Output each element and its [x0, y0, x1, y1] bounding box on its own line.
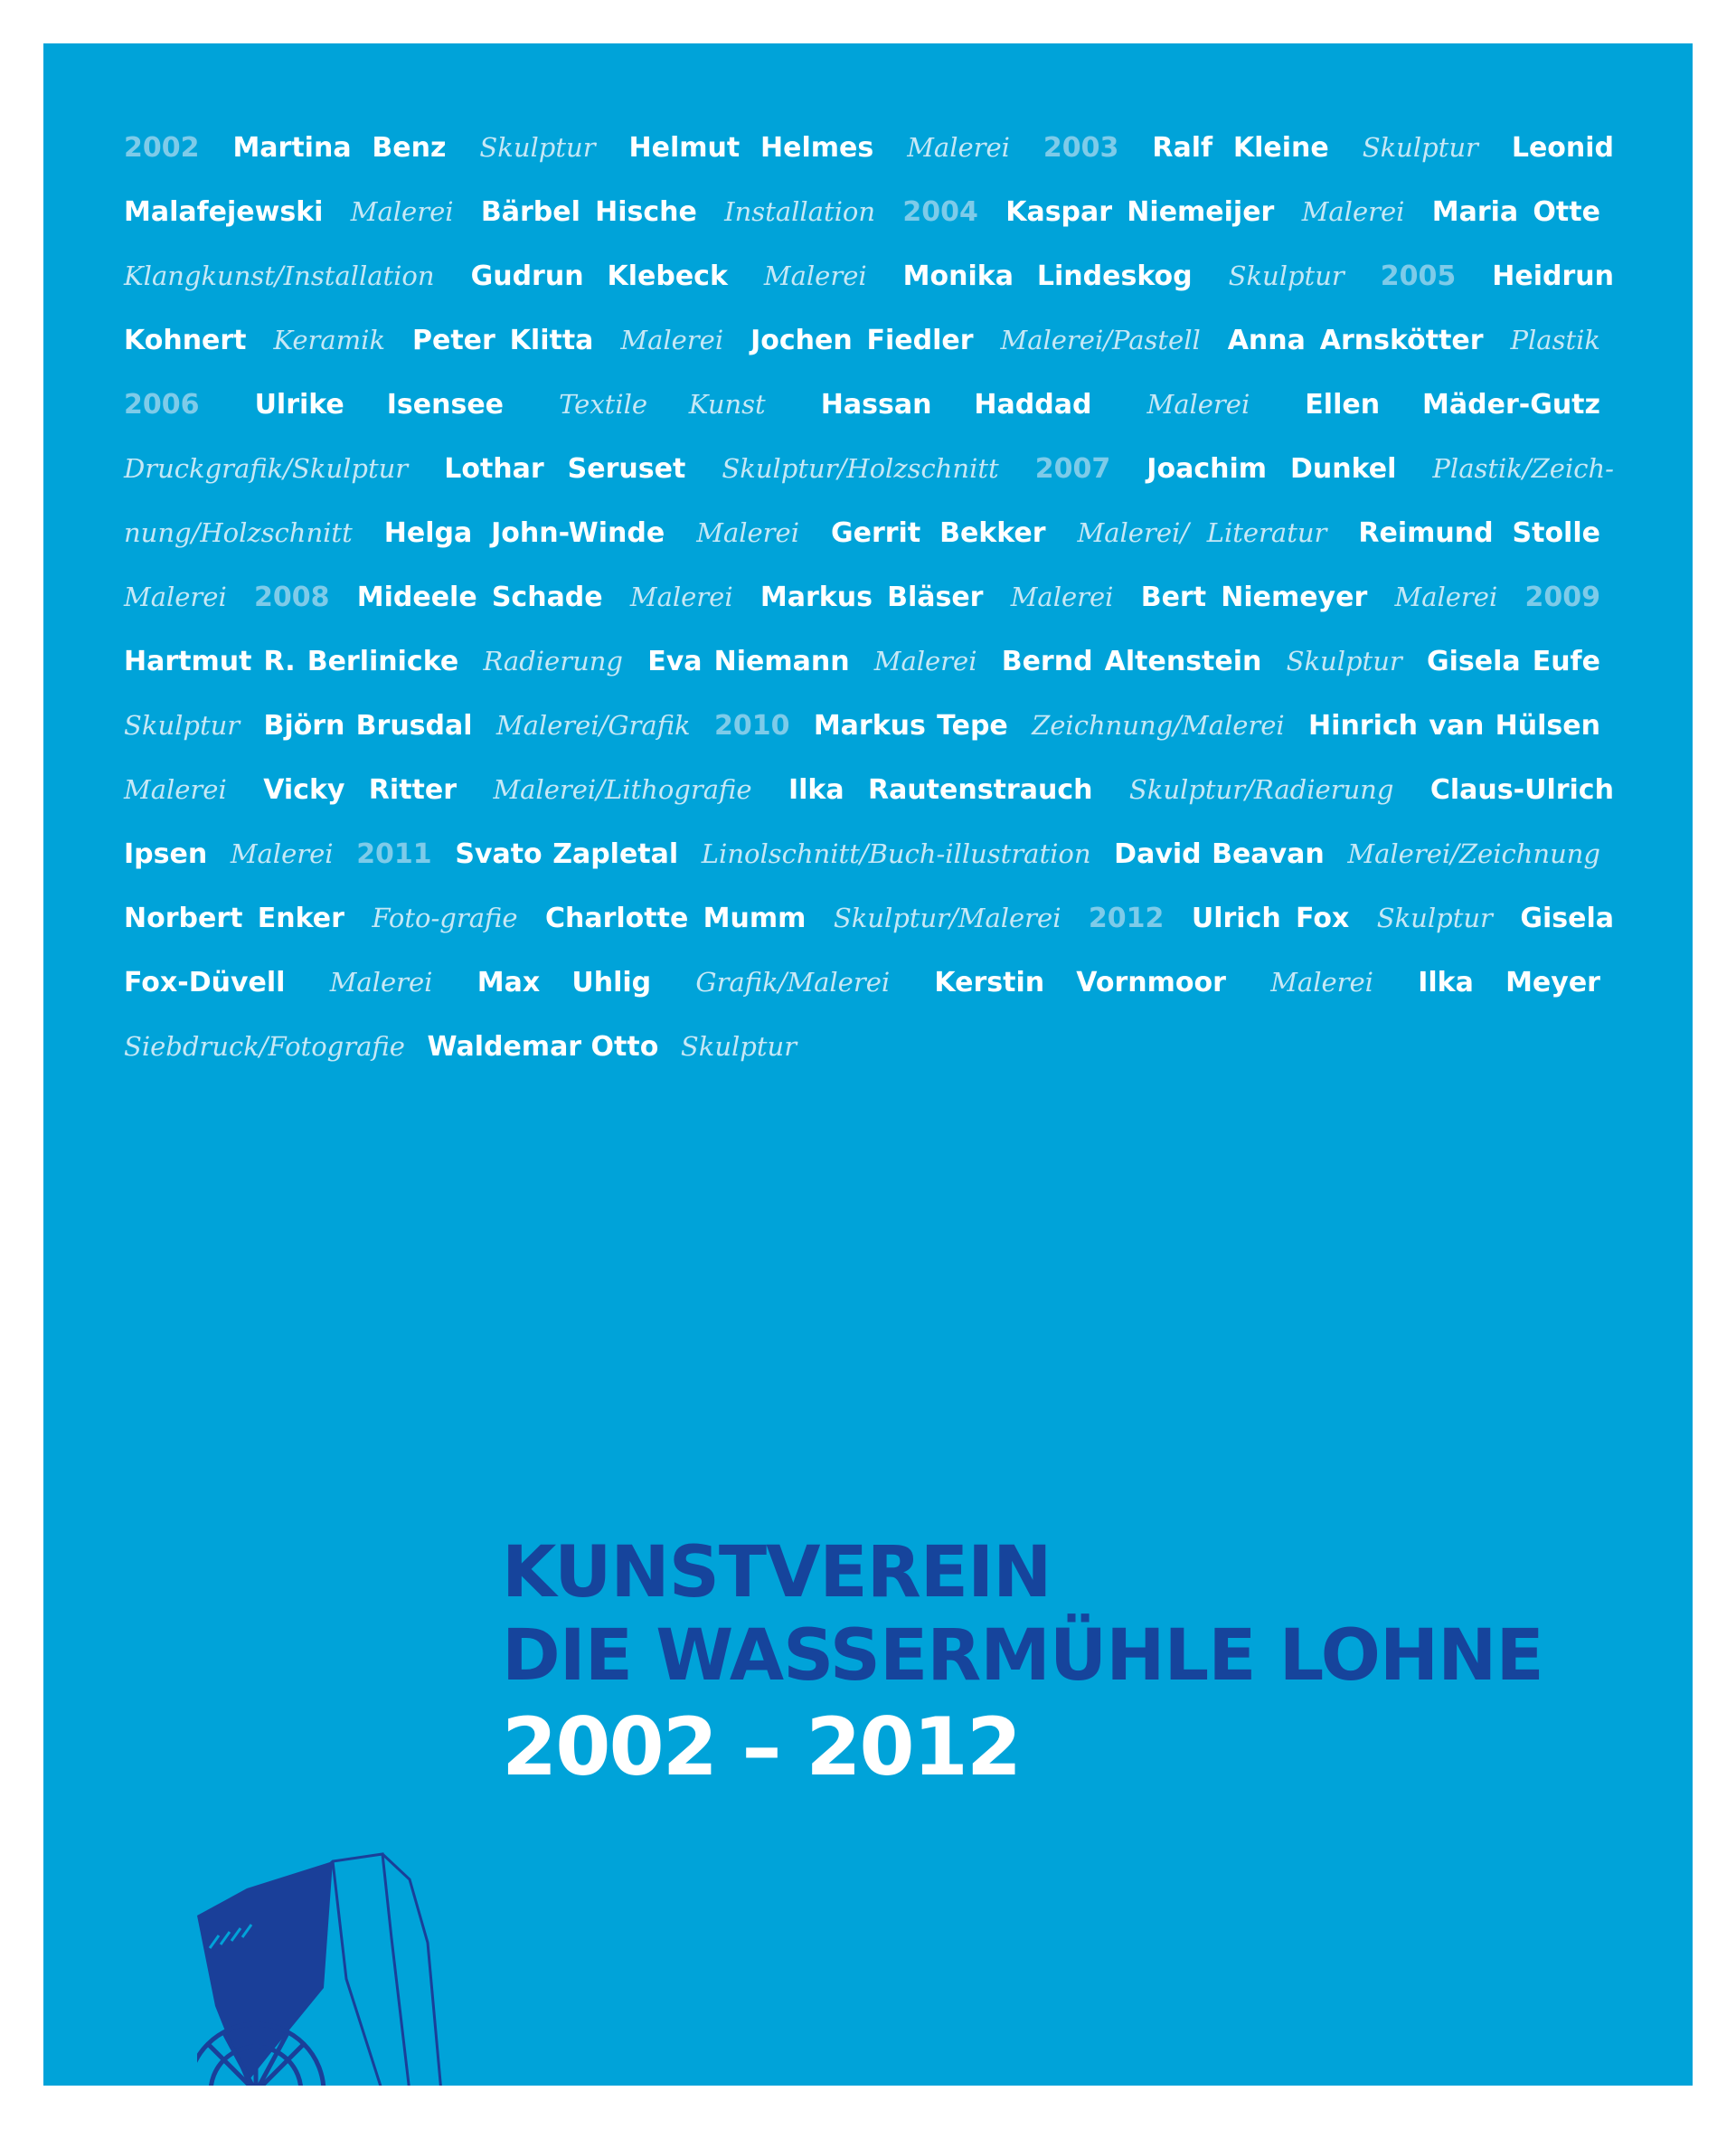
artist-name: Mideele Schade — [356, 582, 603, 613]
discipline-label: Malerei — [1010, 582, 1114, 612]
discipline-label: Malerei — [620, 325, 724, 355]
artist-name: Gudrun Klebeck — [470, 260, 728, 292]
artist-name: Eva Niemann — [647, 646, 850, 677]
title-line-1: KUNSTVEREIN — [502, 1532, 1052, 1613]
artist-name: Helmut Helmes — [628, 132, 874, 164]
artist-name: Bernd Altenstein — [1001, 646, 1262, 677]
discipline-label: Malerei/Zeichnung — [1347, 838, 1600, 869]
year-label: 2008 — [253, 582, 330, 613]
discipline-label: Keramik — [273, 325, 386, 355]
discipline-label: Malerei/Pastell — [1000, 325, 1201, 355]
artist-name: Hinrich van Hülsen — [1308, 710, 1600, 742]
artist-name: Bert Niemeyer — [1140, 582, 1368, 613]
artist-name: Martina Benz — [232, 132, 447, 164]
discipline-label: Skulptur/Holzschnitt — [722, 453, 999, 484]
artist-name: Ilka Meyer — [1418, 967, 1600, 998]
discipline-label: Installation — [724, 196, 876, 227]
year-label: 2011 — [356, 838, 432, 870]
artist-name: Heidrun Kohnert — [124, 260, 1614, 356]
artist-name: Norbert Enker — [124, 903, 344, 934]
artist-name: Hassan Haddad — [820, 389, 1092, 421]
artist-name: Jochen Fiedler — [750, 325, 974, 356]
discipline-label: Foto-grafie — [372, 903, 518, 933]
artist-name: Joachim Dunkel — [1146, 453, 1397, 485]
artist-name: Charlotte Mumm — [544, 903, 807, 934]
discipline-label: Skulptur/Malerei — [833, 903, 1061, 933]
discipline-label: Skulptur — [1376, 903, 1493, 933]
artist-name: Ilka Rautenstrauch — [788, 774, 1093, 806]
discipline-label: Siebdruck/Fotografie — [124, 1031, 405, 1062]
artist-name: Gisela Fox-Düvell — [124, 903, 1614, 998]
artist-name: David Beavan — [1114, 838, 1325, 870]
discipline-label: Zeichnung/Malerei — [1032, 710, 1285, 741]
discipline-label: Radierung — [483, 646, 623, 677]
title-line-2: DIE WASSERMÜHLE LOHNE — [502, 1615, 1543, 1697]
artist-name: Svato Zapletal — [455, 838, 679, 870]
year-label: 2006 — [124, 389, 200, 421]
artist-name: Max Uhlig — [476, 967, 652, 998]
watermill-icon — [197, 1780, 559, 2086]
discipline-label: Malerei/ Literatur — [1077, 517, 1327, 548]
artist-name: Claus-Ulrich Ipsen — [124, 774, 1614, 870]
discipline-label: Malerei — [230, 838, 334, 869]
artist-name: Gerrit Bekker — [830, 517, 1046, 549]
artist-name: Kerstin Vornmoor — [934, 967, 1226, 998]
artist-name: Waldemar Otto — [427, 1031, 659, 1063]
discipline-label: Malerei — [350, 196, 454, 227]
discipline-label: Malerei — [329, 967, 433, 998]
discipline-label: Malerei — [1394, 582, 1498, 612]
discipline-label: Malerei — [696, 517, 799, 548]
artist-name: Anna Arnskötter — [1227, 325, 1484, 356]
discipline-label: Skulptur — [1362, 132, 1478, 163]
artist-name: Björn Brusdal — [263, 710, 473, 742]
discipline-label: Skulptur — [1286, 646, 1402, 677]
discipline-label: Skulptur — [680, 1031, 797, 1062]
title-years: 2002 – 2012 — [502, 1700, 1021, 1793]
artist-name: Markus Bläser — [760, 582, 984, 613]
year-label: 2007 — [1034, 453, 1111, 485]
year-label: 2002 — [124, 132, 200, 164]
year-label: 2010 — [713, 710, 790, 742]
artist-list — [124, 116, 1614, 1079]
artist-name: Gisela Eufe — [1426, 646, 1600, 677]
discipline-label: Plastik — [1510, 325, 1600, 355]
discipline-label: Linolschnitt/Buch-illustration — [701, 838, 1091, 869]
artist-name: Maria Otte — [1431, 196, 1600, 228]
discipline-label: Skulptur/Radierung — [1128, 774, 1394, 805]
artist-name: Kaspar Niemeijer — [1005, 196, 1275, 228]
artist-name: Peter Klitta — [412, 325, 594, 356]
discipline-label: Skulptur — [479, 132, 596, 163]
year-label: 2009 — [1524, 582, 1600, 613]
artist-name: Lothar Seruset — [444, 453, 686, 485]
artist-name: Hartmut R. Berlinicke — [124, 646, 459, 677]
discipline-label: Textile Kunst — [559, 389, 766, 420]
year-label: 2003 — [1043, 132, 1119, 164]
book-cover — [43, 43, 1693, 2086]
discipline-label: Malerei — [124, 774, 227, 805]
title-block — [502, 1531, 1543, 1797]
discipline-label: Skulptur — [124, 710, 241, 741]
discipline-label: Malerei/Lithografie — [493, 774, 752, 805]
artist-name: Ellen Mäder-Gutz — [1305, 389, 1600, 421]
artist-name: Monika Lindeskog — [902, 260, 1193, 292]
artist-name: Ralf Kleine — [1152, 132, 1329, 164]
artist-name: Bärbel Hische — [480, 196, 697, 228]
discipline-label: Grafik/Malerei — [695, 967, 891, 998]
discipline-label: Druckgrafik/Skulptur — [124, 453, 409, 484]
artist-name: Leonid Malafejewski — [124, 132, 1615, 228]
artist-name: Markus Tepe — [813, 710, 1008, 742]
artist-name: Reimund Stolle — [1358, 517, 1600, 549]
discipline-label: Malerei — [629, 582, 733, 612]
discipline-label: Malerei — [1301, 196, 1405, 227]
year-label: 2005 — [1380, 260, 1457, 292]
artist-name: Ulrike Isensee — [254, 389, 505, 421]
discipline-label: Malerei — [1270, 967, 1373, 998]
artist-name: Helga John-Winde — [383, 517, 665, 549]
discipline-label: Malerei — [873, 646, 977, 677]
discipline-label: Malerei/Grafik — [495, 710, 691, 741]
artist-name: Vicky Ritter — [263, 774, 458, 806]
year-label: 2004 — [902, 196, 978, 228]
discipline-label: Klangkunst/Installation — [124, 260, 435, 291]
discipline-label: Malerei — [1146, 389, 1250, 420]
discipline-label: Malerei — [907, 132, 1010, 163]
discipline-label: Malerei — [763, 260, 867, 291]
discipline-label: Malerei — [124, 582, 227, 612]
discipline-label: Plastik/Zeich-nung/Holzschnitt — [124, 453, 1614, 548]
artist-name: Ulrich Fox — [1191, 903, 1350, 934]
year-label: 2012 — [1088, 903, 1165, 934]
discipline-label: Skulptur — [1228, 260, 1344, 291]
